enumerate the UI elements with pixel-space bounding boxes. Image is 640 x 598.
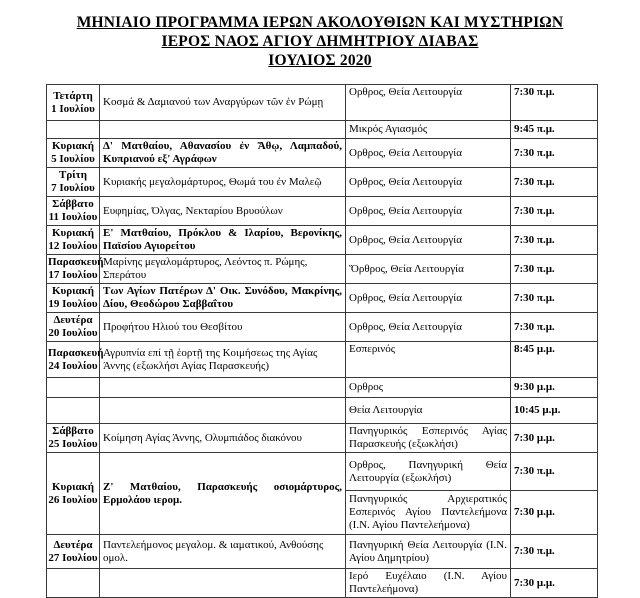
feast-cell: Αγρυπνία επί τῇ ἑορτῇ της Κοιμήσεως της Αγίας Άννης (εξωκλήσι Αγίας Παρασκευής) <box>100 342 346 378</box>
table-row <box>47 535 598 569</box>
feast-cell-empty <box>100 121 346 139</box>
table-row <box>47 139 598 168</box>
table-row <box>47 168 598 197</box>
feast-cell: Δ' Ματθαίου, Αθανασίου ἐν Ἄθῳ, Λαμπαδού, Κυπριανού εξ' Αγράφων <box>100 139 346 168</box>
feast-cell: Προφήτου Ηλιού του Θεσβίτου <box>100 313 346 342</box>
date-label: 5 Ιουλίου <box>51 153 95 165</box>
service-cell: Ορθρος, Πανηγυρική Θεία Λειτουργία (εξωκλήσι) <box>346 453 511 491</box>
service-cell: Ορθρος, Θεία Λειτουργία <box>346 168 511 197</box>
service-cell: Ιερό Ευχέλαιο (Ι.Ν. Αγίου Παντελεήμονα) <box>346 569 511 598</box>
feast-cell: Ζ' Ματθαίου, Παρασκευής οσιομάρτυρος, Ερμολάου ιερομ. <box>100 453 346 535</box>
date-cell <box>47 85 100 121</box>
feast-cell: Των Αγίων Πατέρων Δ' Οικ. Συνόδου, Μακρίνης, Δίου, Θεοδώρου Σαββαΐτου <box>100 284 346 313</box>
table-row <box>47 398 598 424</box>
time-cell: 8:45 μ.μ. <box>511 342 598 378</box>
date-cell-empty <box>47 378 100 398</box>
service-cell: Πανηγυρικός Εσπερινός Αγίας Παρασκευής (εξωκλήσι) <box>346 424 511 453</box>
time-cell: 7:30 μ.μ. <box>511 569 598 598</box>
service-cell: Ορθρος, Θεία Λειτουργία <box>346 226 511 255</box>
table-row <box>47 378 598 398</box>
day-label: Τρίτη <box>59 169 87 181</box>
time-cell: 7:30 π.μ. <box>511 453 598 491</box>
time-cell: 7:30 π.μ. <box>511 255 598 284</box>
date-label: 26 Ιουλίου <box>48 493 98 506</box>
feast-cell-empty <box>100 398 346 424</box>
date-cell <box>47 226 100 255</box>
feast-cell: Κοίμηση Αγίας Άννης, Ολυμπιάδος διακόνου <box>100 424 346 453</box>
service-cell: Ορθρος, Θεία Λειτουργία <box>346 197 511 226</box>
service-cell: Πανηγυρικός Αρχιερατικός Εσπερινός Αγίου Παντελεήμονα (Ι.Ν. Αγίου Παντελεήμονα) <box>346 491 511 535</box>
table-row <box>47 197 598 226</box>
feast-cell: Κοσμά & Δαμιανού των Αναργύρων τῶν ἐν Ρώμῃ <box>100 85 346 121</box>
date-label: 27 Ιουλίου <box>48 551 98 564</box>
feast-cell: Παντελεήμονος μεγαλομ. & ιαματικού, Ανθούσης ομολ. <box>100 535 346 569</box>
time-cell: 7:30 π.μ. <box>511 85 598 121</box>
service-cell: Ορθρος, Θεία Λειτουργία <box>346 85 511 121</box>
day-label: Κυριακή <box>51 140 95 152</box>
day-label: Παρασκευή <box>48 346 104 359</box>
page-title <box>0 0 640 70</box>
day-label: Σάββατο <box>52 425 94 437</box>
day-label: Τετάρτη <box>53 89 93 102</box>
date-cell <box>47 255 104 284</box>
date-cell-empty <box>47 121 100 139</box>
time-cell: 7:30 π.μ. <box>511 535 598 569</box>
date-cell <box>47 313 100 342</box>
feast-cell: Κυριακής μεγαλομάρτυρος, Θωμά του ἐν Μαλεῷ <box>100 168 346 197</box>
schedule-table <box>46 84 598 598</box>
feast-cell: Ευφημίας, Όλγας, Νεκταρίου Βρυούλων <box>100 197 346 226</box>
table-row <box>47 85 598 121</box>
day-label: Κυριακή <box>51 227 95 239</box>
table-row <box>47 226 598 255</box>
table-row <box>47 569 598 598</box>
day-label: Κυριακή <box>51 480 95 493</box>
date-label: 7 Ιουλίου <box>51 182 95 194</box>
day-label: Δευτέρα <box>53 314 93 326</box>
feast-cell: Μαρίνης μεγαλομάρτυρος, Λεόντος π. Ρώμης, Σπεράτου <box>100 255 346 284</box>
date-label: 11 Ιουλίου <box>48 211 98 223</box>
time-cell: 9:45 π.μ. <box>511 121 598 139</box>
time-cell: 9:30 μ.μ. <box>511 378 598 398</box>
date-cell-empty <box>47 569 100 598</box>
table-row <box>47 453 598 491</box>
time-cell: 7:30 μ.μ. <box>511 491 598 535</box>
service-cell: Ορθρος <box>346 378 511 398</box>
day-label: Κυριακή <box>51 285 95 297</box>
service-cell: Θεία Λειτουργία <box>346 398 511 424</box>
time-cell: 7:30 μ.μ. <box>511 424 598 453</box>
page-title-line1: ΜΗΝΙΑΙΟ ΠΡΟΓΡΑΜΜΑ ΙΕΡΩΝ ΑΚΟΛΟΥΘΙΩΝ ΚΑΙ ΜΥΣΤΗΡΙΩΝ <box>76 14 564 31</box>
day-label: Δευτέρα <box>53 538 93 551</box>
day-label: Σάββατο <box>52 198 94 210</box>
date-cell <box>47 284 100 313</box>
service-cell: Ορθρος, Θεία Λειτουργία <box>346 284 511 313</box>
time-cell: 7:30 π.μ. <box>511 139 598 168</box>
page-title-line2: ΙΕΡΟΣ ΝΑΟΣ ΑΓΙΟΥ ΔΗΜΗΤΡΙΟΥ ΔΙΑΒΑΣ <box>161 33 479 50</box>
table-row <box>47 121 598 139</box>
date-cell <box>47 342 104 378</box>
service-cell: Πανηγυρική Θεία Λειτουργία (Ι.Ν. Αγίου Δημητρίου) <box>346 535 511 569</box>
time-cell: 7:30 π.μ. <box>511 313 598 342</box>
time-cell: 7:30 π.μ. <box>511 197 598 226</box>
feast-cell-empty <box>100 378 346 398</box>
date-label: 1 Ιουλίου <box>51 102 95 115</box>
date-label: 12 Ιουλίου <box>48 240 98 252</box>
service-cell: Μικρός Αγιασμός <box>346 121 511 139</box>
feast-cell: Ε' Ματθαίου, Πρόκλου & Ιλαρίου, Βερονίκης, Παϊσίου Αγιορείτου <box>100 226 346 255</box>
date-label: 17 Ιουλίου <box>48 269 98 281</box>
date-cell <box>47 139 100 168</box>
date-cell <box>47 197 100 226</box>
day-label: Παρασκευή <box>48 256 104 268</box>
time-cell: 7:30 π.μ. <box>511 284 598 313</box>
time-cell: 7:30 π.μ. <box>511 168 598 197</box>
service-cell: Ὄρθρος, Θεία Λειτουργία <box>346 255 511 284</box>
date-cell <box>47 168 100 197</box>
table-row <box>47 255 598 284</box>
feast-cell-empty <box>100 569 346 598</box>
date-cell <box>47 453 100 535</box>
table-row <box>47 342 598 378</box>
date-label: 19 Ιουλίου <box>48 298 98 310</box>
date-label: 25 Ιουλίου <box>48 438 98 450</box>
table-row <box>47 284 598 313</box>
date-cell <box>47 535 100 569</box>
time-cell: 7:30 π.μ. <box>511 226 598 255</box>
table-row <box>47 313 598 342</box>
page-title-line3: ΙΟΥΛΙΟΣ 2020 <box>268 52 372 69</box>
time-cell: 10:45 μ.μ. <box>511 398 598 424</box>
service-cell: Εσπερινός <box>346 342 511 378</box>
service-cell: Ορθρος, Θεία Λειτουργία <box>346 313 511 342</box>
date-cell <box>47 424 100 453</box>
date-cell-empty <box>47 398 100 424</box>
date-label: 24 Ιουλίου <box>48 359 98 372</box>
table-row <box>47 424 598 453</box>
date-label: 20 Ιουλίου <box>48 327 98 339</box>
service-cell: Ορθρος, Θεία Λειτουργία <box>346 139 511 168</box>
